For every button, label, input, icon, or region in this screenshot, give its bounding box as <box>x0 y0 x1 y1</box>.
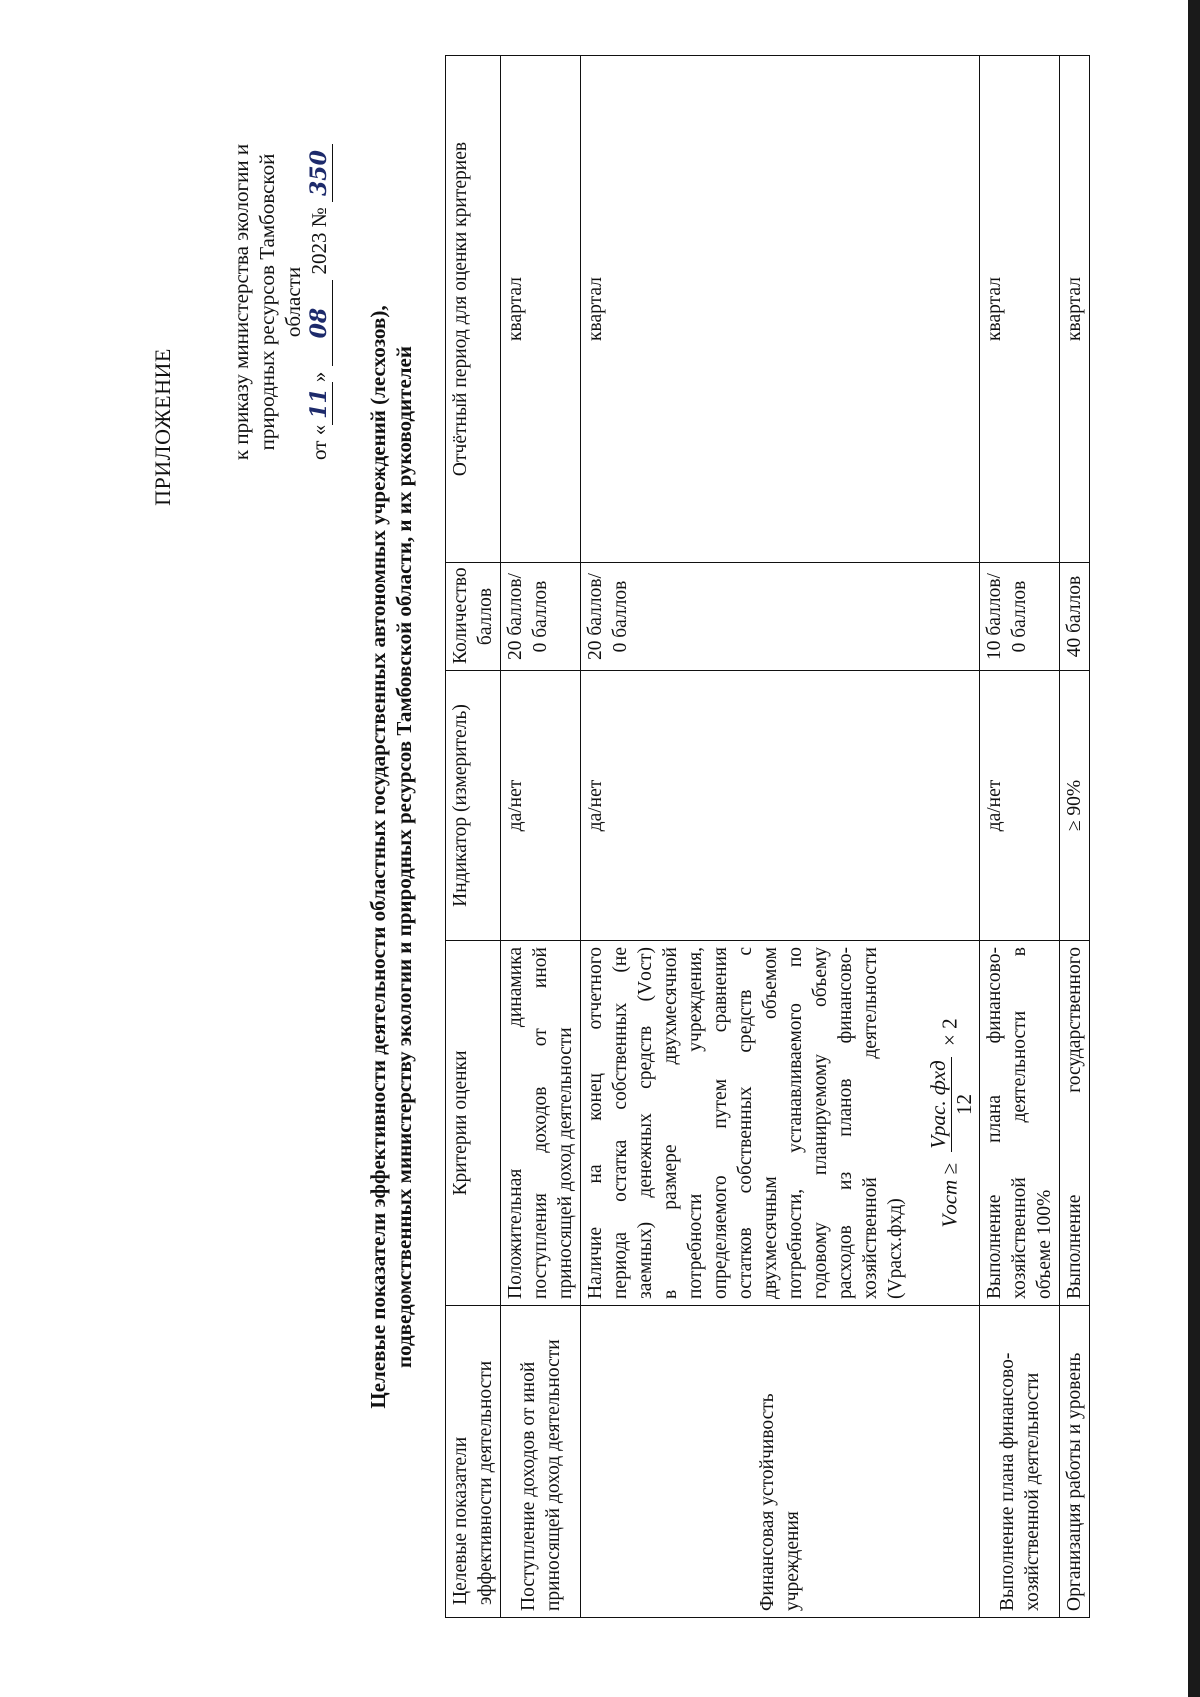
row-measure: ≥ 90% <box>1060 671 1090 941</box>
row-criteria: Наличие на конец отчетного периода остатка собственных (не заемных) денежных средств (Vост) в размере двухмесячной потребности учреждения, определяемого путем сравнения остатков собственных средств с двухмесячным объемом потребности, устанавливаемого по годовому планируемому объему расходов из планов финансово- хозяйственной деятельности (Vрасх.фхд) Vост ≥ Vрас. фхд 12 × 2 <box>581 941 980 1306</box>
row-criteria: Выполнение государственного <box>1060 941 1090 1306</box>
header-measure: Индикатор (измеритель) <box>446 671 501 941</box>
header-period: Отчётный период для оценки критериев <box>446 56 501 563</box>
reserve-formula: Vост ≥ Vрас. фхд 12 × 2 <box>926 1018 976 1228</box>
header-criteria: Критерии оценки <box>446 941 501 1306</box>
row-indicator: Поступление доходов от иной приносящей доход деятельности <box>501 1306 581 1618</box>
table-row <box>980 56 1060 1618</box>
criteria-table <box>445 55 1090 1618</box>
document-title-line-2: подведомственных министерству экологии и природных ресурсов Тамбовской области, и их руководителей <box>392 346 416 1368</box>
table-row <box>501 56 581 1618</box>
order-mid: » <box>307 371 331 383</box>
appendix-title: ПРИЛОЖЕНИЕ <box>150 348 175 506</box>
row-period: квартал <box>501 56 581 563</box>
row-indicator: Выполнение плана финансово-хозяйственной деятельности <box>980 1306 1060 1618</box>
row-period: квартал <box>581 56 980 563</box>
row-measure: да/нет <box>501 671 581 941</box>
order-line-2: природных ресурсов Тамбовской области <box>255 153 305 451</box>
document-title-line-1: Целевые показатели эффективности деятельности областных государственных автономных учреждений (лесхозов), <box>366 305 390 1409</box>
row-measure: да/нет <box>581 671 980 941</box>
order-day-handwritten: 11 <box>306 382 333 425</box>
scan-edge-dark <box>1188 0 1200 1697</box>
row-points: 10 баллов/ 0 баллов <box>980 563 1060 671</box>
order-number-label: № <box>307 207 331 228</box>
row-points: 20 баллов/ 0 баллов <box>581 563 980 671</box>
row-indicator: Организация работы и уровень <box>1060 1306 1090 1618</box>
row-points: 40 баллов <box>1060 563 1090 671</box>
row-criteria: Выполнение плана финансово- хозяйственной деятельности в объеме 100% <box>980 941 1060 1306</box>
row-criteria: Положительная динамика поступления доходов от иной приносящей доход деятельности <box>501 941 581 1306</box>
order-date-line <box>306 132 333 472</box>
document-title <box>365 117 417 1597</box>
row-period: квартал <box>1060 56 1090 563</box>
order-year: 2023 <box>307 232 331 275</box>
order-month-handwritten: 08 <box>306 280 333 367</box>
row-period: квартал <box>980 56 1060 563</box>
header-indicator: Целевые показатели эффективности деятельности <box>446 1306 501 1618</box>
table-row <box>1060 56 1090 1618</box>
header-points: Количество баллов <box>446 563 501 671</box>
order-prefix: от « <box>307 424 331 460</box>
row-measure: да/нет <box>980 671 1060 941</box>
row-indicator: Финансовая устойчивость учреждения <box>581 1306 980 1618</box>
order-reference <box>228 132 333 472</box>
row-points: 20 баллов/ 0 баллов <box>501 563 581 671</box>
table-row <box>581 56 980 1618</box>
table-header-row <box>446 56 501 1618</box>
order-number-handwritten: 350 <box>306 144 333 202</box>
order-line-1: к приказу министерства экологии и <box>229 143 253 461</box>
